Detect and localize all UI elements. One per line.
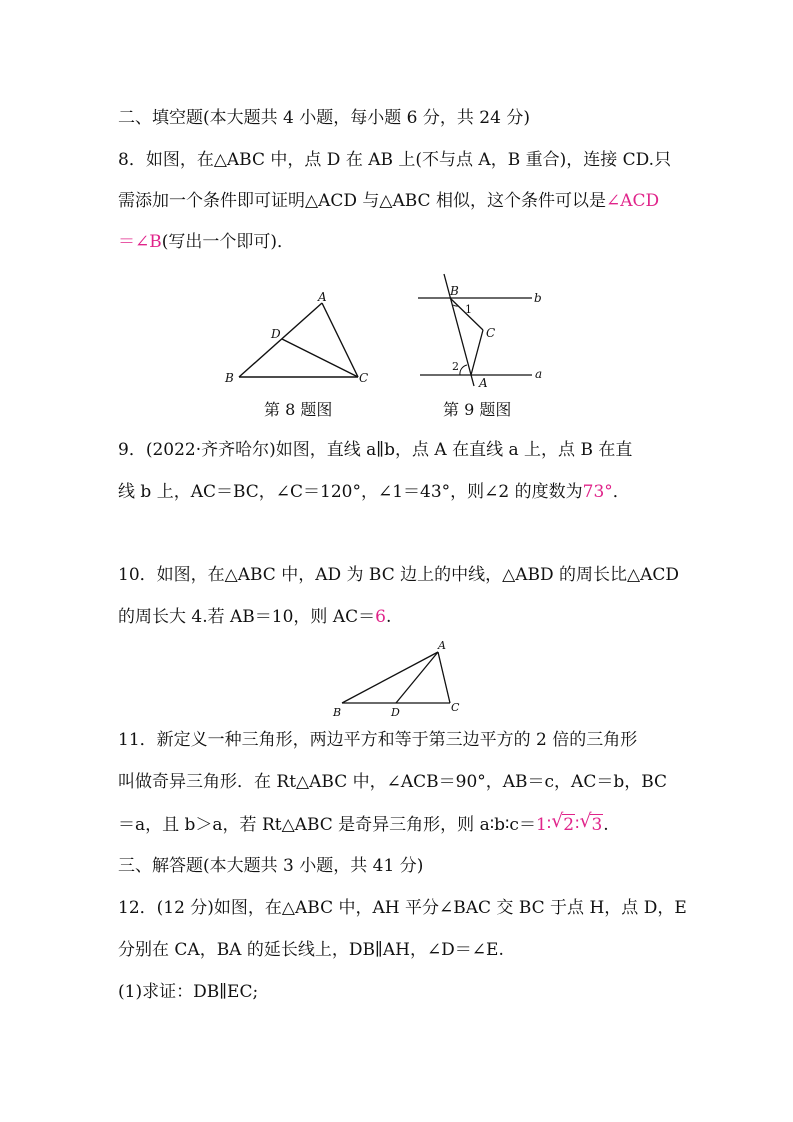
q9-line-2-end: ． — [612, 482, 630, 502]
section-2-heading: 二、填空题(本大题共 4 小题，每小题 6 分，共 24 分) — [118, 108, 530, 128]
q8-figure — [215, 285, 375, 390]
q9-line-2 — [118, 480, 630, 504]
q10-line-2-end: . — [385, 607, 392, 627]
q9-label-line-b: b — [534, 291, 542, 305]
q8-answer-part-2: ＝∠B — [118, 232, 162, 252]
q10-line-2-text: 的周长大 4.若 AB＝10，则 AC＝ — [118, 607, 376, 627]
q9-answer: 73° — [582, 482, 613, 502]
sqrt-radical-icon: √ — [551, 810, 564, 832]
q8-line-2 — [118, 189, 659, 213]
q11-line-3-end: . — [603, 815, 609, 835]
q8-label-a: A — [318, 290, 327, 304]
q9-label-a: A — [479, 376, 488, 390]
q9-line-2-text: 线 b 上，AC＝BC，∠C＝120°，∠1＝43°，则∠2 的度数为 — [118, 482, 583, 502]
q8-line-1: 8．如图，在△ABC 中，点 D 在 AB 上(不与点 A，B 重合)，连接 CD.只 — [118, 150, 672, 170]
q11-answer-1: 1∶ — [535, 815, 552, 835]
q8-line-3-text: (写出一个即可)． — [161, 232, 295, 252]
q9-label-c: C — [486, 326, 496, 340]
q11-answer-separator: ∶ — [575, 815, 580, 835]
q8-side-ac — [322, 303, 358, 377]
q11-line-3-text: ＝a，且 b＞a，若 Rt△ABC 是奇异三角形，则 a∶b∶c＝ — [118, 815, 536, 835]
q10-answer: 6 — [375, 607, 386, 627]
q10-label-d: D — [391, 706, 400, 719]
sqrt-radical-icon: √ — [579, 810, 592, 832]
q8-label-c: C — [359, 371, 369, 385]
q8-segment-cd — [282, 339, 358, 377]
q8-figure-caption: 第 8 题图 — [264, 400, 333, 419]
q10-label-a: A — [438, 639, 446, 652]
q11-sqrt-2 — [551, 810, 575, 837]
q12-line-1: 12．(12 分)如图，在△ABC 中，AH 平分∠BAC 交 BC 于点 H，点 D，E — [118, 898, 687, 918]
q8-label-d: D — [271, 327, 281, 341]
q12-line-3: (1)求证：DB∥EC; — [118, 982, 259, 1002]
q11-sqrt-3 — [579, 810, 603, 837]
q9-label-1: 1 — [465, 303, 472, 316]
q8-line-3 — [118, 230, 294, 254]
q9-label-b: B — [450, 284, 459, 298]
q10-figure — [325, 638, 470, 720]
q10-label-c: C — [451, 701, 460, 714]
q8-answer-part-1: ∠ACD — [605, 191, 660, 211]
q8-line-2-text: 需添加一个条件即可证明△ACD 与△ABC 相似，这个条件可以是 — [118, 191, 606, 211]
q9-label-line-a: a — [535, 367, 543, 381]
section-3-heading: 三、解答题(本大题共 3 小题，共 41 分) — [118, 856, 424, 876]
q9-segment-ca — [471, 330, 483, 375]
q10-line-2 — [118, 605, 391, 629]
q9-label-2: 2 — [452, 360, 459, 373]
q8-label-b: B — [225, 371, 234, 385]
q9-figure — [410, 272, 560, 392]
q11-line-1: 11．新定义一种三角形，两边平方和等于第三边平方的 2 倍的三角形 — [118, 730, 638, 750]
q9-figure-caption: 第 9 题图 — [443, 400, 512, 419]
q11-line-2: 叫做奇异三角形．在 Rt△ABC 中，∠ACB＝90°，AB＝c，AC＝b，BC — [118, 772, 668, 792]
q9-angle-2-arc — [460, 365, 467, 375]
q10-line-1: 10．如图，在△ABC 中，AD 为 BC 边上的中线，△ABD 的周长比△ACD — [118, 565, 679, 585]
q11-line-3 — [118, 810, 609, 837]
q12-line-2: 分别在 CA，BA 的延长线上，DB∥AH，∠D＝∠E. — [118, 940, 504, 960]
q11-sqrt-2-value: 2 — [563, 815, 575, 835]
q9-transversal — [444, 274, 474, 386]
q10-label-b: B — [333, 706, 342, 719]
q9-line-1: 9．(2022·齐齐哈尔)如图，直线 a∥b，点 A 在直线 a 上，点 B 在直 — [118, 440, 633, 460]
q10-median-ad — [396, 652, 438, 703]
q10-side-ac — [438, 652, 450, 703]
q11-sqrt-3-value: 3 — [591, 815, 603, 835]
q10-side-ab — [342, 652, 438, 703]
